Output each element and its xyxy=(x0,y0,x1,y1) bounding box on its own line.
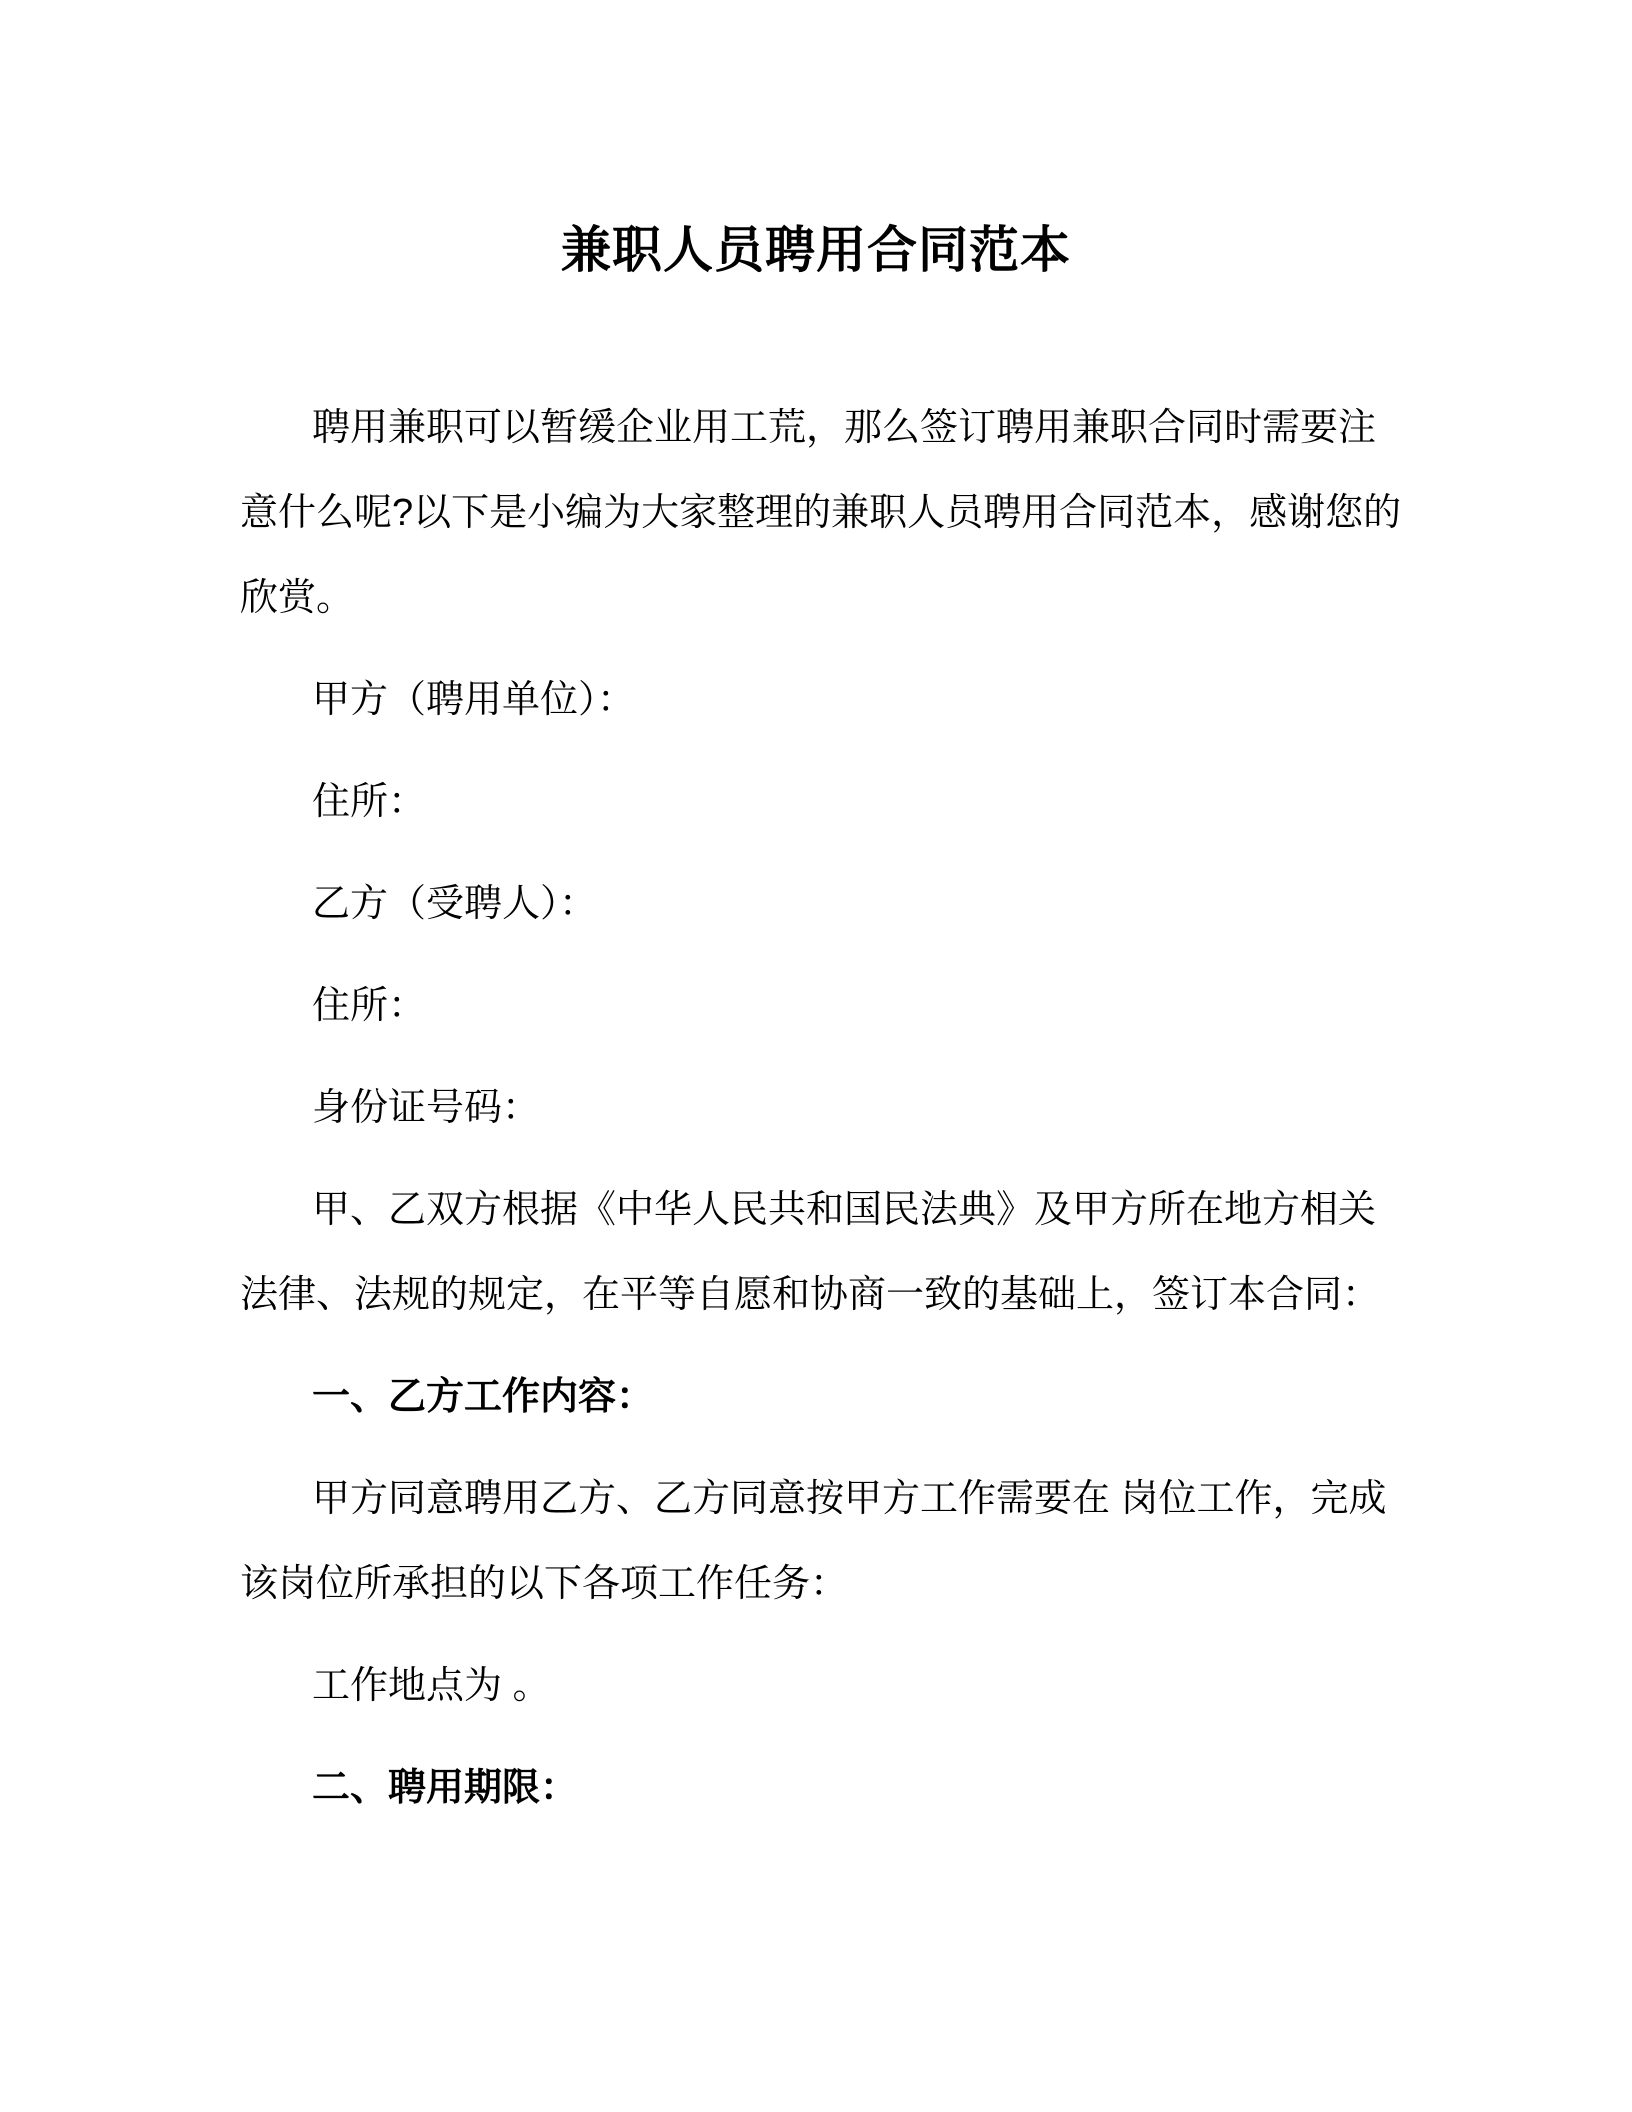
party-a-address-line: 住所： xyxy=(312,781,427,823)
section-1-heading: 一、乙方工作内容： xyxy=(312,1376,655,1418)
work-content-line-1: 甲方同意聘用乙方、乙方同意按甲方工作需要在 岗位工作，完成 xyxy=(312,1478,1387,1520)
basis-clause-line-2: 法律、法规的规定，在平等自愿和协商一致的基础上，签订本合同： xyxy=(240,1274,1381,1316)
work-location-line: 工作地点为 。 xyxy=(312,1665,551,1707)
intro-line-1: 聘用兼职可以暂缓企业用工荒，那么签订聘用兼职合同时需要注 xyxy=(312,407,1377,449)
basis-clause-line-1: 甲、乙双方根据《中华人民共和国民法典》及甲方所在地方相关 xyxy=(312,1189,1377,1231)
intro-line-2: 意什么呢?以下是小编为大家整理的兼职人员聘用合同范本，感谢您的 xyxy=(240,492,1402,534)
document-title: 兼职人员聘用合同范本 xyxy=(561,222,1071,278)
party-b-address-line: 住所： xyxy=(312,985,427,1027)
party-a-label-line: 甲方（聘用单位）： xyxy=(312,679,636,721)
work-content-line-2: 该岗位所承担的以下各项工作任务： xyxy=(240,1563,849,1605)
section-2-heading: 二、聘用期限： xyxy=(312,1767,579,1809)
id-number-line: 身份证号码： xyxy=(312,1087,541,1129)
intro-line-3: 欣赏。 xyxy=(240,577,355,619)
party-b-label-line: 乙方（受聘人）： xyxy=(312,883,598,925)
